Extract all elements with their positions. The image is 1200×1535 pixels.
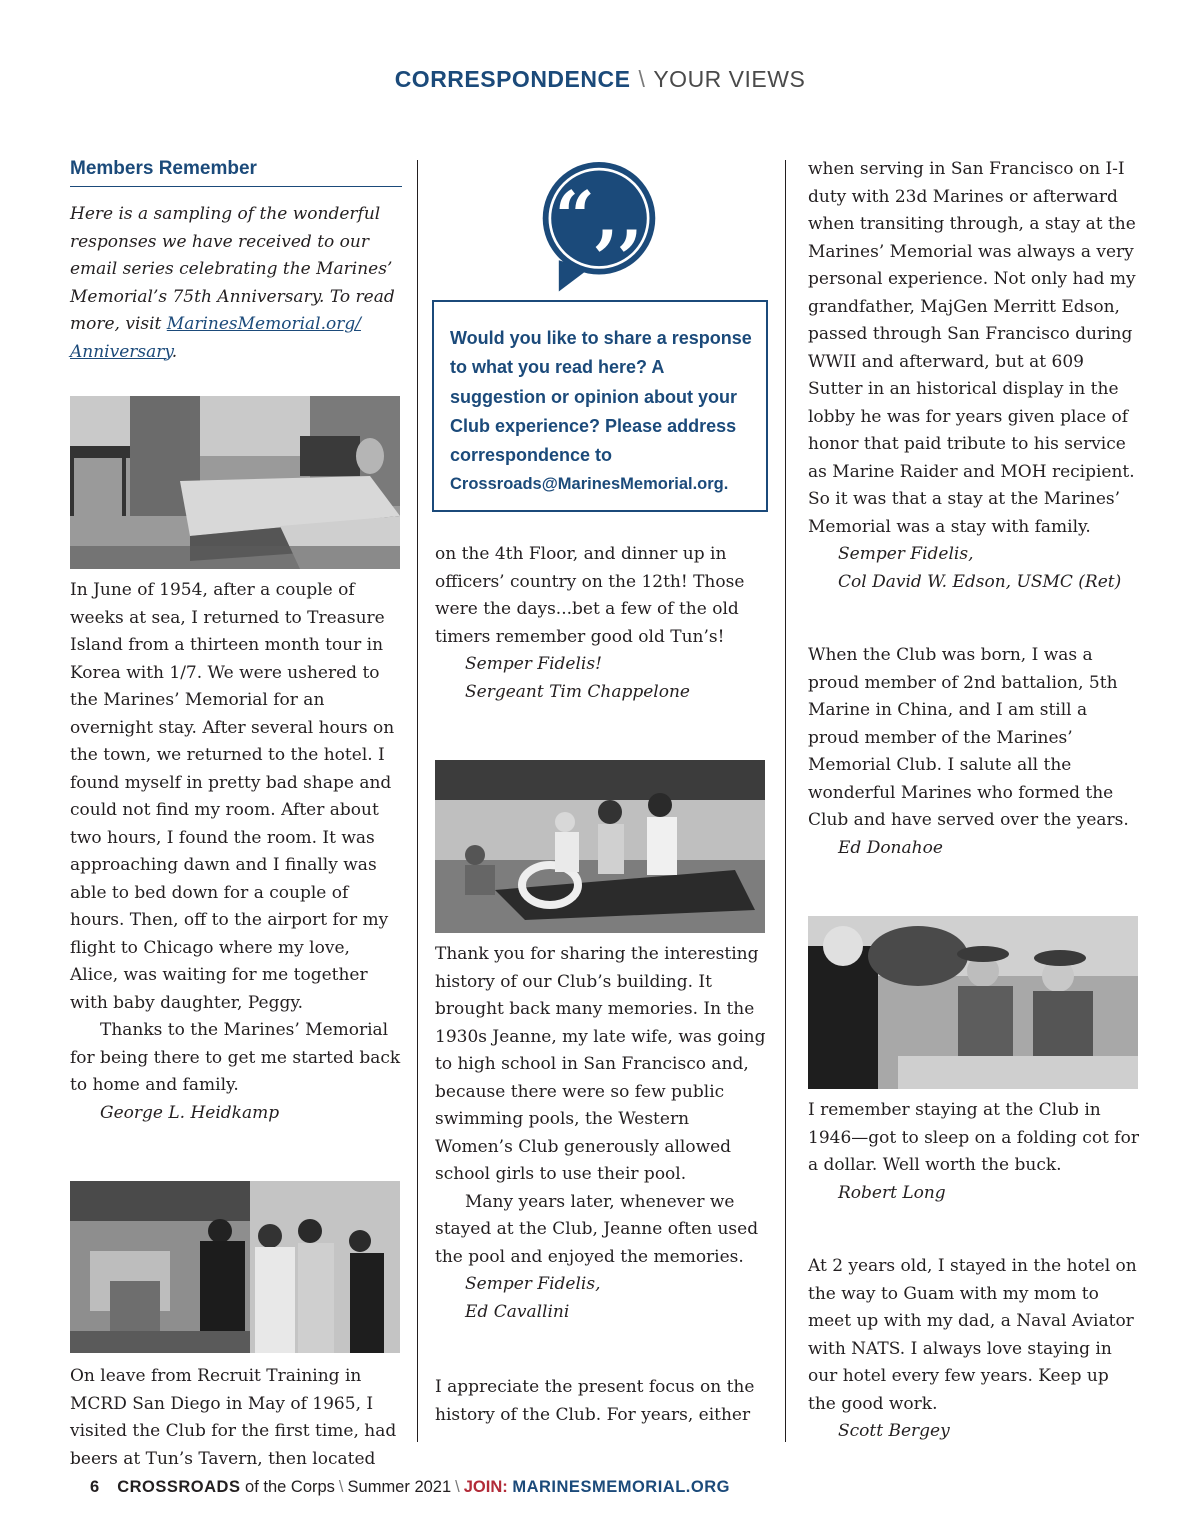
share-response-callout: [432, 300, 768, 512]
website-link[interactable]: MARINESMEMORIAL.ORG: [512, 1478, 730, 1496]
quote-bubble-icon: [532, 162, 666, 296]
column-1: [70, 156, 402, 1473]
column-3: [808, 156, 1140, 1446]
section-title: CORRESPONDENCE: [394, 66, 631, 92]
callout-email[interactable]: Crossroads@MarinesMemorial.org.: [450, 475, 729, 494]
signature-bergey: Scott Bergey: [838, 1421, 950, 1441]
letter-bergey-body: At 2 years old, I stayed in the hotel on the way to Guam with my mom to meet up with my dad, a Naval Aviator with NATS. I always love staying in our hotel every few years. Keep up the good work.: [808, 1256, 1137, 1414]
letter-edson-end: when serving in San Francisco on I-I duty with 23d Marines or afterward when transiting through, a stay at the Marines’ Memorial was always a very personal experience. Not only had my grandfather, MajGen Merritt Edson, passed through San Francisco during WWII and afterward, but at 609 Sutter in an historical display in the lobby he was for years given place of honor that paid tribute to his service as Marine Raider and MOH recipient. So it was that a stay at the Marines’ Memorial was a stay with family.: [808, 159, 1136, 537]
letter-heidkamp-closing: Thanks to the Marines’ Memorial for being there to get me started back to home and family.: [70, 1020, 401, 1095]
pool-photo: [435, 760, 765, 933]
svg-text:“,,: “,,: [554, 176, 644, 258]
letter-edson-start: I appreciate the present focus on the history of the Club. For years, either: [435, 1377, 755, 1425]
signature-chappelone: Sergeant Tim Chappelone: [465, 681, 690, 702]
intro-text: Here is a sampling of the wonderful responses we have received to our email series celebrating the Marines’ Memorial’s 75th Anniversary. To read more, visit MarinesMemorial.org/ Anniversary.: [70, 204, 395, 362]
letter-cavallini-body: Thank you for sharing the interesting history of our Club’s building. It brought back many memories. In the 1930s Jeanne, my late wife, was going to high school in San Francisco and, because there were so few public swimming pools, the Western Women’s Club generously allowed school girls to use their pool.: [435, 944, 766, 1184]
members-remember-title: Members Remember: [70, 156, 402, 187]
magazine-brand: CROSSROADS: [117, 1478, 241, 1496]
section-header: [0, 66, 1200, 93]
letter-chappelone-start: On leave from Recruit Training in MCRD San Diego in May of 1965, I visited the Club for the first time, had beers at Tun’s Tavern, then located: [70, 1366, 397, 1469]
callout-text: Would you like to share a response to what you read here? A suggestion or opinion about your Club experience? Please address correspondence to: [450, 328, 752, 466]
letter-heidkamp-body: In June of 1954, after a couple of weeks at sea, I returned to Treasure Island from a thirteen month tour in Korea with 1/7. We were ushered to the Marines’ Memorial for an overnight stay. After several hours on the town, we returned to the hotel. I found myself in pretty bad shape and could not find my room. After about two hours, I found the room. It was approaching dawn and I finally was able to bed down for a couple of hours. Then, off to the airport for my flight to Chicago where my love, Alice, was waiting for me together with baby daughter, Peggy.: [70, 580, 395, 1013]
letter-chappelone-end: on the 4th Floor, and dinner up in officers’ country on the 12th! Those were the days...bet a few of the old timers remember good old Tun’s!: [435, 544, 745, 647]
dance-hall-photo: [70, 1181, 400, 1353]
page-footer: 6 CROSSROADS of the Corps \ Summer 2021 \ JOIN: MARINESMEMORIAL.ORG: [90, 1478, 730, 1496]
signature-edson-salutation: Semper Fidelis,: [838, 544, 974, 564]
magazine-brand-suffix: of the Corps: [240, 1478, 335, 1496]
letter-long-body: I remember staying at the Club in 1946—got to sleep on a folding cot for a dollar. Well worth the buck.: [808, 1100, 1139, 1175]
signature-heidkamp: George L. Heidkamp: [100, 1102, 280, 1123]
signature-edson: Col David W. Edson, USMC (Ret): [838, 571, 1122, 592]
column-2: [435, 541, 767, 1429]
signature-cavallini-salutation: Semper Fidelis,: [465, 1274, 601, 1294]
issue-label: Summer 2021: [347, 1478, 452, 1496]
signature-cavallini: Ed Cavallini: [465, 1301, 570, 1322]
section-subtitle: YOUR VIEWS: [653, 66, 806, 92]
signature-donahoe: Ed Donahoe: [838, 837, 943, 858]
letter-cavallini-closing: Many years later, whenever we stayed at the Club, Jeanne often used the pool and enjoyed the memories.: [435, 1191, 759, 1267]
hotel-room-photo: [70, 396, 400, 569]
anniversary-link[interactable]: MarinesMemorial.org/ Anniversary: [70, 314, 361, 362]
signature-long: Robert Long: [838, 1182, 946, 1203]
page-number: 6: [90, 1478, 100, 1496]
signature-chappelone-salutation: Semper Fidelis!: [465, 654, 602, 674]
header-separator: \: [638, 66, 646, 92]
column-divider: [785, 160, 786, 1442]
join-label: JOIN:: [463, 1478, 508, 1496]
letter-donahoe-body: When the Club was born, I was a proud member of 2nd battalion, 5th Marine in China, and I am still a proud member of the Marines’ Memorial Club. I salute all the wonderful Marines who formed the Club and have served over the years.: [808, 645, 1129, 830]
marines-photo: [808, 916, 1138, 1089]
column-divider: [417, 160, 418, 1442]
